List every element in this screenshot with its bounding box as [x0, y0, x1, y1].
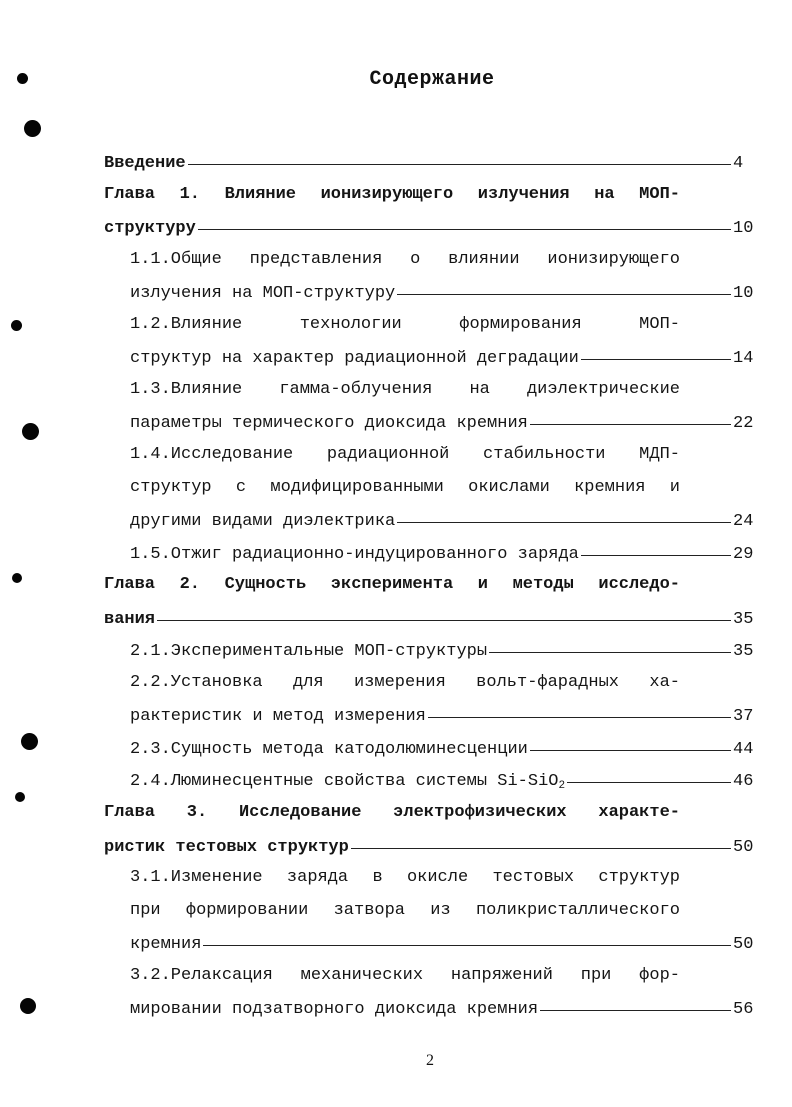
toc-line	[130, 764, 755, 796]
toc-entry-text: Глава 3. Исследование электрофизических характе-	[104, 803, 680, 822]
toc-entry-text: Глава 2. Сущность эксперимента и методы исследо-	[104, 575, 680, 595]
toc-entry-text: 2.1.Экспериментальные МОП-структуры	[130, 642, 488, 662]
toc-line	[130, 472, 680, 504]
page-title: Содержание	[369, 68, 495, 91]
leader-line	[530, 730, 731, 751]
toc-line	[130, 927, 755, 959]
toc-page-number: 44	[733, 739, 754, 759]
binder-hole	[21, 733, 38, 750]
toc-page-number: 10	[733, 284, 754, 304]
toc-entry-text: структур с модифицированными окислами кремния и	[130, 477, 680, 497]
leader-line	[351, 828, 731, 849]
toc-page-number: 10	[733, 219, 754, 239]
toc-entry-text: Глава 1. Влияние ионизирующего излучения на МОП-	[104, 184, 680, 204]
binder-hole	[22, 423, 39, 440]
toc-line	[104, 179, 680, 211]
leader-line	[397, 502, 731, 523]
toc-entry-text: 3.1.Изменение заряда в окисле тестовых структур	[130, 868, 680, 888]
toc-line	[104, 602, 755, 634]
toc-line	[104, 146, 755, 178]
toc-entry-text: кремния	[130, 935, 202, 955]
leader-line	[198, 209, 731, 230]
toc-entry-text: 2.2.Установка для измерения вольт-фарадных ха-	[130, 672, 680, 692]
binder-hole	[15, 792, 25, 802]
toc-line	[130, 374, 680, 406]
toc-entry-text: ристик тестовых структур	[104, 837, 349, 857]
toc-entry-text: Введение	[104, 154, 186, 173]
binder-hole	[24, 120, 41, 137]
toc-page-number: 29	[733, 544, 754, 564]
toc-entry-text: 2.4.Люминесцентные свойства системы Si-SiO$_2$	[130, 772, 566, 793]
leader-line	[428, 697, 731, 718]
toc-line	[104, 830, 755, 862]
toc-line	[130, 992, 755, 1024]
page-number: 2	[426, 1052, 434, 1069]
toc-page-number: 37	[733, 707, 754, 727]
toc-entry-text: структуру	[104, 219, 196, 239]
toc-line	[130, 667, 680, 699]
toc-entry-text: рактеристик и метод измерения	[130, 707, 426, 727]
toc-line	[130, 699, 755, 731]
toc-entry-text: структур на характер радиационной деградации	[130, 349, 579, 369]
toc-entry-text: мировании подзатворного диоксида кремния	[130, 1000, 539, 1020]
toc-line	[130, 634, 755, 666]
leader-line	[540, 990, 731, 1011]
toc-page-number: 50	[733, 935, 754, 955]
leader-line	[530, 404, 731, 425]
leader-line	[567, 762, 731, 783]
toc-line	[130, 406, 755, 438]
toc-line	[130, 439, 680, 471]
leader-line	[489, 632, 731, 653]
toc-entry-subscript: 2	[558, 780, 566, 793]
binder-hole	[12, 573, 22, 583]
binder-hole	[20, 998, 36, 1014]
toc-line	[130, 537, 755, 569]
toc-entry-text: 1.4.Исследование радиационной стабильности МДП-	[130, 444, 680, 464]
toc-entry-text: 1.1.Общие представления о влиянии ионизирующего	[130, 249, 680, 269]
toc-line	[104, 797, 680, 829]
toc-entry-text: 3.2.Релаксация механических напряжений при фор-	[130, 965, 680, 985]
toc-page-number: 24	[733, 512, 754, 532]
toc-line	[130, 309, 680, 341]
leader-line	[188, 144, 731, 165]
toc-line	[130, 244, 680, 276]
toc-line	[104, 569, 680, 601]
toc-entry-text: 1.5.Отжиг радиационно-индуцированного заряда	[130, 544, 579, 564]
toc-line	[130, 732, 755, 764]
toc-page-number: 56	[733, 1000, 754, 1020]
leader-line	[203, 925, 731, 946]
toc-line	[130, 960, 680, 992]
leader-line	[581, 535, 731, 556]
toc-page-number: 22	[733, 414, 754, 434]
leader-line	[397, 274, 731, 295]
toc-line	[130, 341, 755, 373]
toc-entry-text: параметры термического диоксида кремния	[130, 414, 528, 434]
toc-entry-text: 1.2.Влияние технологии формирования МОП-	[130, 314, 680, 334]
toc-line	[130, 862, 680, 894]
toc-page-number: 46	[733, 772, 754, 792]
toc-line	[130, 895, 680, 927]
toc-entry-text: другими видами диэлектрика	[130, 512, 396, 532]
toc-page-number: 35	[733, 609, 754, 629]
toc-entry-text: 2.3.Сущность метода катодолюминесценции	[130, 739, 528, 759]
leader-line	[157, 600, 731, 621]
toc-page-number: 4	[733, 154, 744, 173]
binder-hole	[11, 320, 22, 331]
toc-entry-text: излучения на МОП-структуру	[130, 284, 396, 304]
toc-line	[130, 276, 755, 308]
toc-entry-text: при формировании затвора из поликристаллического	[130, 900, 680, 920]
toc-page-number: 35	[733, 642, 754, 662]
toc-page-number: 14	[733, 349, 754, 369]
toc-line	[130, 504, 755, 536]
leader-line	[581, 339, 731, 360]
toc-entry-text: вания	[104, 609, 156, 629]
toc-line	[104, 211, 755, 243]
toc-entry-text: 1.3.Влияние гамма-облучения на диэлектрические	[130, 379, 680, 399]
toc-page-number: 50	[733, 837, 754, 857]
